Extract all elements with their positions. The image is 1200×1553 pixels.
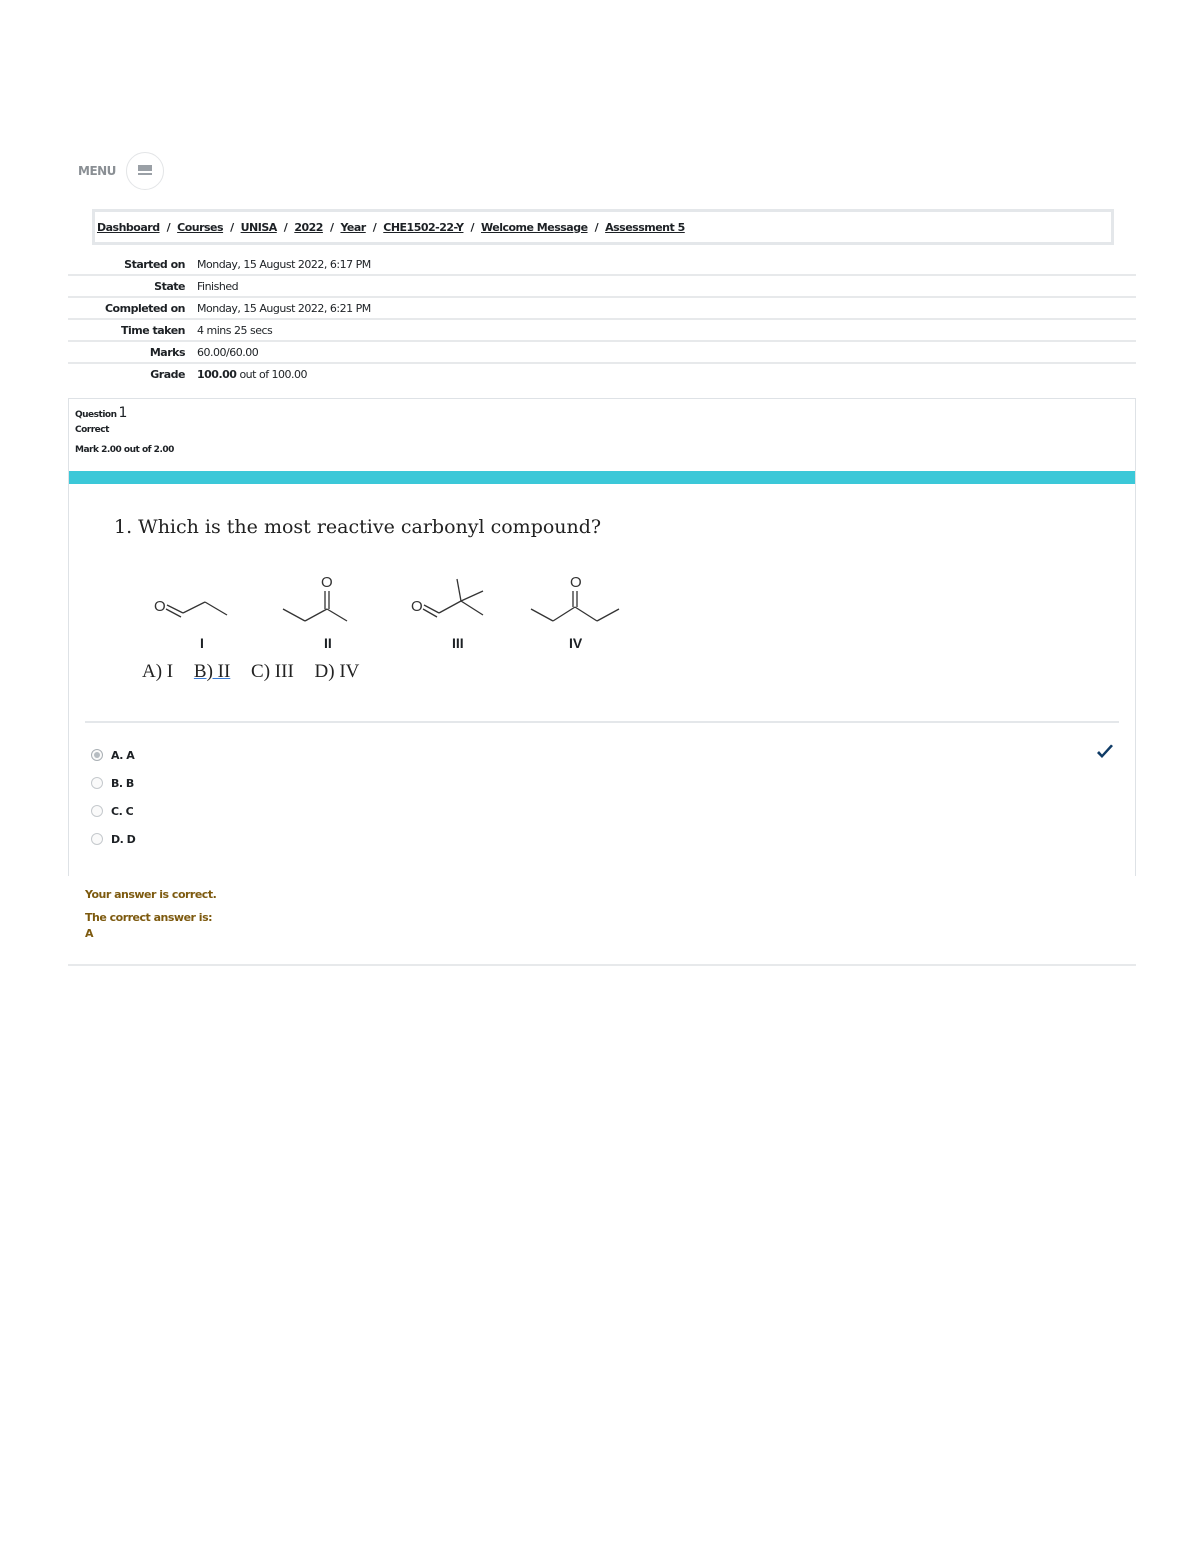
menu-button[interactable]	[126, 152, 164, 190]
radio-selected[interactable]	[91, 749, 103, 761]
summary-label: Grade	[150, 367, 185, 381]
inline-option-b: B) II	[193, 661, 231, 682]
menu-label: MENU	[78, 164, 116, 178]
summary-row-state	[68, 276, 1136, 298]
summary-value: 4 mins 25 secs	[197, 323, 273, 337]
radio[interactable]	[91, 777, 103, 789]
summary-value: Monday, 15 August 2022, 6:21 PM	[197, 301, 371, 315]
summary-label: Time taken	[120, 323, 185, 337]
breadcrumb-2022[interactable]: 2022	[294, 220, 323, 234]
attempt-summary	[68, 254, 1136, 384]
summary-row-started	[68, 254, 1136, 276]
summary-label: Started on	[124, 257, 185, 271]
structure-iv	[531, 574, 619, 621]
breadcrumb-separator: /	[594, 220, 599, 234]
check-icon	[1096, 744, 1114, 760]
breadcrumb-unisa[interactable]: UNISA	[240, 220, 277, 234]
answer-option-a[interactable]	[91, 741, 135, 769]
inline-option-d: D) IV	[314, 661, 360, 682]
question-card	[68, 398, 1136, 876]
divider	[68, 964, 1136, 966]
hamburger-icon	[138, 165, 152, 177]
radio[interactable]	[91, 805, 103, 817]
summary-label: Marks	[149, 345, 185, 359]
answer-option-c[interactable]	[91, 797, 135, 825]
summary-row-time	[68, 320, 1136, 342]
oxygen-atom: O	[411, 598, 423, 615]
structure-iii	[411, 579, 483, 617]
summary-value: 60.00/60.00	[197, 345, 259, 359]
feedback	[85, 888, 216, 940]
summary-value: Finished	[197, 279, 239, 293]
summary-label: Completed on	[104, 301, 185, 315]
structures-image	[139, 569, 659, 629]
feedback-correct: Your answer is correct.	[85, 888, 217, 901]
question-mark: Mark 2.00 out of 2.00	[75, 445, 174, 455]
answer-option-d[interactable]	[91, 825, 135, 853]
breadcrumb-separator: /	[329, 220, 334, 234]
structure-label-ii: II	[324, 635, 332, 651]
question-accent-bar	[69, 471, 1135, 484]
summary-row-marks	[68, 342, 1136, 364]
question-text: 1. Which is the most reactive carbonyl compound?	[114, 516, 602, 538]
summary-row-completed	[68, 298, 1136, 320]
inline-option-a: A) I	[142, 661, 174, 682]
question-prefix: Question	[75, 410, 117, 420]
question-state: Correct	[75, 425, 109, 435]
answer-label: D. D	[111, 832, 136, 846]
breadcrumb-separator: /	[230, 220, 234, 234]
breadcrumb-separator: /	[283, 220, 288, 234]
breadcrumb	[92, 209, 1114, 245]
structure-i	[154, 598, 227, 617]
structure-label-i: I	[200, 635, 204, 651]
answer-label: A. A	[111, 748, 135, 762]
answer-option-b[interactable]	[91, 769, 135, 797]
grade-value: 100.00	[197, 367, 237, 381]
summary-label: State	[154, 279, 185, 293]
structure-ii	[283, 574, 347, 621]
summary-row-grade	[68, 364, 1136, 384]
breadcrumb-dashboard[interactable]: Dashboard	[97, 220, 160, 234]
summary-value: Monday, 15 August 2022, 6:17 PM	[197, 257, 371, 271]
radio[interactable]	[91, 833, 103, 845]
oxygen-atom: O	[154, 598, 166, 615]
answer-label: C. C	[111, 804, 134, 818]
breadcrumb-welcome-message[interactable]: Welcome Message	[481, 220, 588, 234]
answer-label: B. B	[111, 776, 134, 790]
question-info	[69, 399, 1135, 455]
grade-out-of: out of 100.00	[236, 367, 308, 381]
breadcrumb-separator: /	[166, 220, 171, 234]
inline-options	[142, 661, 375, 683]
inline-option-c: C) III	[251, 661, 294, 682]
feedback-correct-answer: A	[85, 927, 94, 940]
divider	[85, 721, 1119, 723]
oxygen-atom: O	[321, 574, 333, 591]
summary-value	[197, 368, 307, 381]
breadcrumb-year[interactable]: Year	[340, 220, 366, 234]
question-number: 1	[118, 405, 127, 421]
oxygen-atom: O	[570, 574, 582, 591]
structure-label-iii: III	[452, 635, 464, 651]
feedback-correct-answer-label: The correct answer is:	[85, 911, 213, 924]
answer-list	[91, 741, 135, 853]
breadcrumb-courses[interactable]: Courses	[177, 220, 224, 234]
breadcrumb-course[interactable]: CHE1502-22-Y	[383, 220, 464, 234]
breadcrumb-separator: /	[372, 220, 377, 234]
menu-toggle[interactable]	[78, 152, 164, 190]
breadcrumb-separator: /	[470, 220, 474, 234]
breadcrumb-assessment[interactable]: Assessment 5	[605, 220, 685, 234]
structure-label-iv: IV	[569, 635, 583, 651]
